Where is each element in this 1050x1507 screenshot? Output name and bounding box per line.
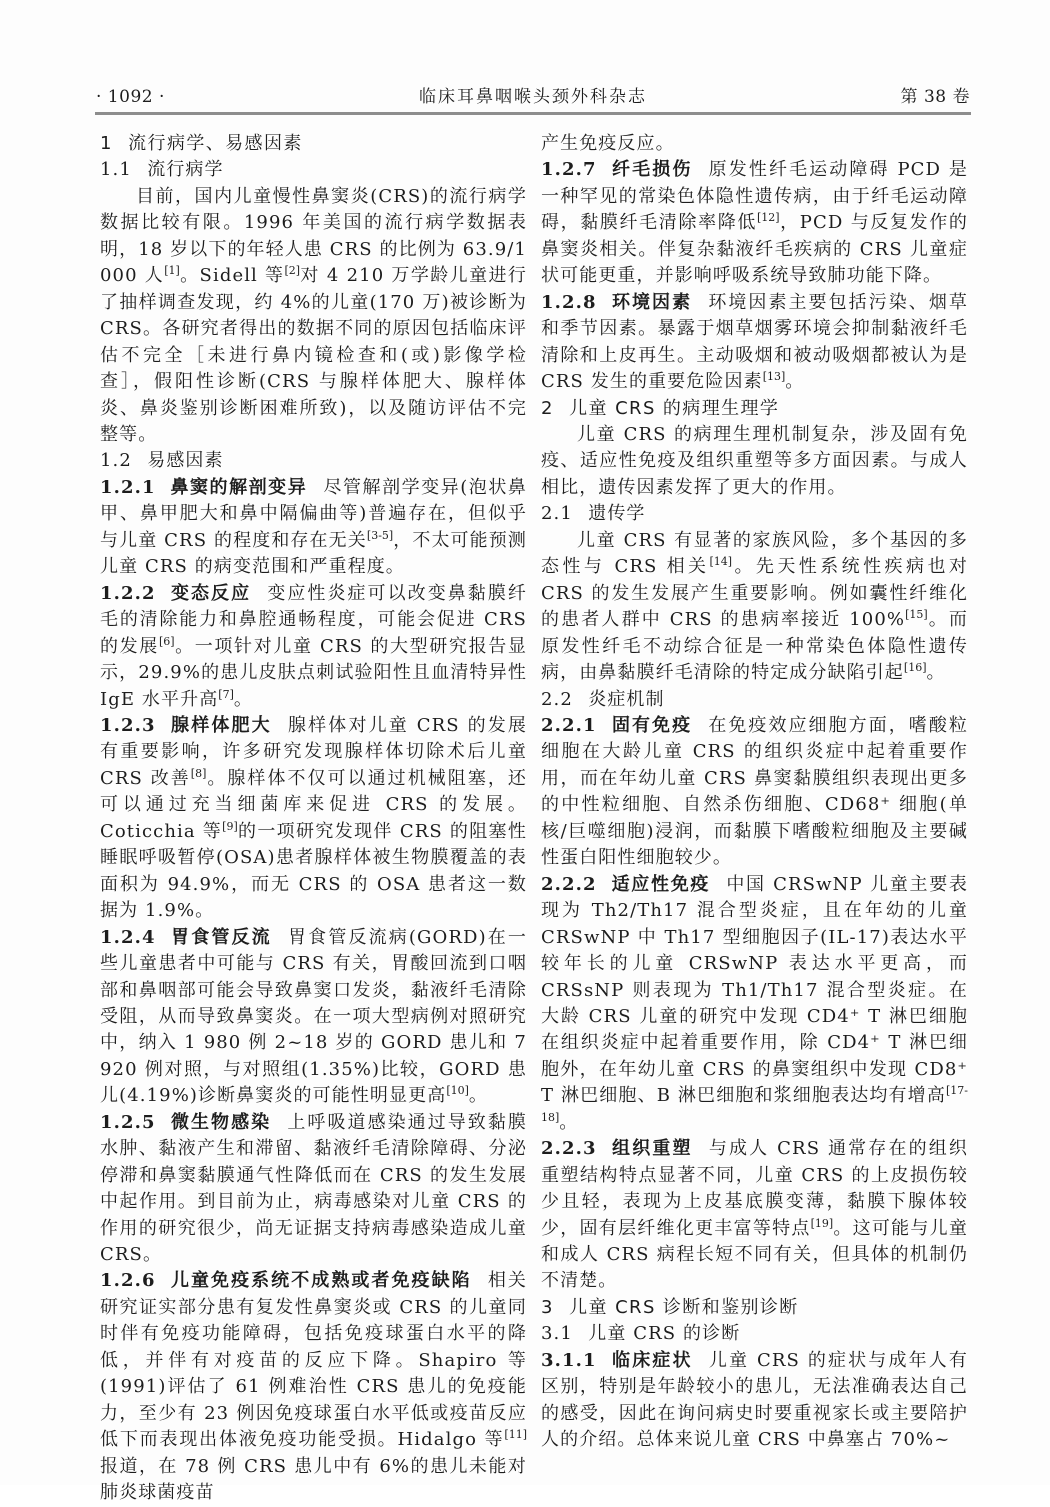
heading-text: 流行病学、易感因素 [128,133,303,154]
continuation-paragraph: 产生免疫反应。 [541,133,675,154]
run-in-title: 组织重塑 [611,1138,693,1160]
numbered-paragraph-1-2-5: 1.2.5 微生物感染 上呼吸道感染通过导致黏膜水肿、黏液产生和滞留、黏液纤毛清除障碍、分泌停滞和鼻窦黏膜通气性降低而在 CRS 的发生发展中起作用。到目前为止，病毒感染对儿童 CRS 的作用的研究很少，尚无证据支持病毒感染造成儿童 CRS。 [100,1111,527,1266]
numbered-paragraph-3-1-1: 3.1.1 临床症状 儿童 CRS 的症状与成年人有区别，特别是年龄较小的患儿，无法准确表达自己的感受，因此在询问病史时要重视家长或主要陪护人的介绍。总体来说儿童 CRS 中鼻塞占 70%~ [541,1349,968,1451]
run-in-title: 鼻窦的解剖变异 [170,476,308,498]
numbered-paragraph-1-2-8: 1.2.8 环境因素 环境因素主要包括污染、烟草和季节因素。暴露于烟草烟雾环境会抑制黏液纤毛清除和上皮再生。主动吸烟和被动吸烟都被认为是 CRS 发生的重要危险因素[13]。 [541,291,968,393]
page-number: · 1092 · [96,87,165,107]
numbered-paragraph-1-2-1: 1.2.1 鼻窦的解剖变异 尽管解剖学变异(泡状鼻甲、鼻甲肥大和鼻中隔偏曲等)普遍存在，但似乎与儿童 CRS 的程度和存在无关[3-5]，不太可能预测儿童 CRS 的病变范围和严重程度。 [100,476,528,578]
journal-title: 临床耳鼻咽喉头颈外科杂志 [419,87,647,107]
run-in-title: 固有免疫 [611,714,693,736]
subsection-heading-3-1: 3.1 儿童 CRS 的诊断 [541,1323,741,1345]
numbered-paragraph-1-2-7: 1.2.7 纤毛损伤 原发性纤毛运动障碍 PCD 是一种罕见的常染色体隐性遗传病，由于纤毛运动障碍，黏膜纤毛清除率降低[12]，PCD 与反复发作的鼻窦炎相关。伴复杂黏液纤毛疾病的 CRS 儿童症状可能更重，并影响呼吸系统导致肺功能下降。 [541,159,968,287]
subsection-heading-1-1: 1.1 流行病学 [100,159,224,181]
run-in-title: 胃食管反流 [170,926,272,948]
page-header [96,82,970,107]
heading-text: 儿童 CRS 的病理生理学 [569,397,780,419]
run-in-title: 微生物感染 [170,1111,272,1133]
section-heading-1: 1 流行病学、易感因素 [100,133,303,154]
numbered-paragraph-1-2-6: 1.2.6 儿童免疫系统不成熟或者免疫缺陷 相关研究证实部分患有复发性鼻窦炎或 CRS 的儿童同时伴有免疫功能障碍，包括免疫球蛋白水平的降低，并伴有对疫苗的反应下降。Shapiro 等(1991)评估了 61 例难治性 CRS 患儿的免疫能力，至少有 23 例因免疫球蛋白水平低或疫苗反应低下而表现出体液免疫功能受损。Hidalgo 等[11]报道，在 78 例 CRS 患儿中有 6%的患儿未能对肺炎球菌疫苗 [100,1270,528,1504]
subsection-heading-1-2: 1.2 易感因素 [100,450,224,472]
volume-label: 第 38 卷 [900,87,970,107]
numbered-paragraph-2-2-2: 2.2.2 适应性免疫 中国 CRSwNP 儿童主要表现为 Th2/Th17 混合型炎症，且在年幼的儿童 CRSwNP 中 Th17 型细胞因子(IL-17)表达水平较年长的儿童 CRSwNP 表达水平更高，而 CRSsNP 则表现为 Th1/Th17 混合型炎症。在大龄 CRS 儿童的研究中发现 CD4⁺ T 淋巴细胞在组织炎症中起着重要作用，除 CD4⁺ T 淋巴细胞外，在年幼儿童 CRS 的鼻窦组织中发现 CD8⁺ T 淋巴细胞、B 淋巴细胞和浆细胞表达均有增高[17-18]。 [541,873,969,1133]
left-column [100,131,528,1504]
heading-text: 儿童 CRS 的诊断 [588,1323,741,1345]
section-heading-3: 3 儿童 CRS 诊断和鉴别诊断 [541,1296,799,1318]
heading-text: 流行病学 [147,159,224,181]
heading-text: 炎症机制 [588,688,665,710]
numbered-paragraph-1-2-2: 1.2.2 变态反应 变应性炎症可以改变鼻黏膜纤毛的清除能力和鼻腔通畅程度，可能会促进 CRS 的发展[6]。一项针对儿童 CRS 的大型研究报告显示，29.9%的患儿皮肤点刺试验阳性且血清特异性 IgE 水平升高[7]。 [100,582,527,710]
section-heading-2: 2 儿童 CRS 的病理生理学 [541,397,780,419]
run-in-title: 纤毛损伤 [611,159,693,181]
numbered-paragraph-2-2-1: 2.2.1 固有免疫 在免疫效应细胞方面，嗜酸粒细胞在大龄儿童 CRS 的组织炎症中起着重要作用，而在年幼儿童 CRS 鼻窦黏膜组织表现出更多的中性粒细胞、自然杀伤细胞、CD68⁺ 细胞(单核/巨噬细胞)浸润，而黏膜下嗜酸粒细胞及主要碱性蛋白阳性细胞较少。 [541,714,968,869]
heading-text: 儿童 CRS 诊断和鉴别诊断 [569,1296,799,1318]
paragraph: 儿童 CRS 有显著的家族风险，多个基因的多态性与 CRS 相关[14]。先天性系统性疾病也对 CRS 的发生发展产生重要影响。例如囊性纤维化的患者人群中 CRS 的患病率接近 100%[15]。而原发性纤毛不动综合征是一种常染色体隐性遗传病，由鼻黏膜纤毛清除的特定成分缺陷引起[16]。 [541,529,969,684]
run-in-title: 腺样体肥大 [170,714,272,736]
run-in-title: 适应性免疫 [611,873,711,895]
run-in-title: 环境因素 [611,291,693,313]
numbered-paragraph-2-2-3: 2.2.3 组织重塑 与成人 CRS 通常存在的组织重塑结构特点显著不同，儿童 CRS 的上皮损伤较少且轻，表现为上皮基底膜变薄，黏膜下腺体较少，固有层纤维化更丰富等特点[19]。这可能与儿童和成人 CRS 病程长短不同有关，但具体的机制仍不清楚。 [541,1138,969,1292]
run-in-title: 儿童免疫系统不成熟或者免疫缺陷 [170,1270,472,1292]
subsection-heading-2-1: 2.1 遗传学 [541,503,646,525]
run-in-title: 变态反应 [170,582,252,604]
heading-text: 遗传学 [588,503,646,525]
numbered-paragraph-1-2-4: 1.2.4 胃食管反流 胃食管反流病(GORD)在一些儿童患者中可能与 CRS 有关，胃酸回流到口咽部和鼻咽部可能会导致鼻窦口发炎，黏液纤毛清除受阻，从而导致鼻窦炎。在一项大型病例对照研究中，纳入 1 980 例 2~18 岁的 GORD 患儿和 7 920 例对照，与对照组(1.35%)比较，GORD 患儿(4.19%)诊断鼻窦炎的可能性明显更高[10]。 [100,926,527,1107]
paragraph: 儿童 CRS 的病理生理机制复杂，涉及固有免疫、适应性免疫及组织重塑等多方面因素。与成人相比，遗传因素发挥了更大的作用。 [541,423,968,498]
numbered-paragraph-1-2-3: 1.2.3 腺样体肥大 腺样体对儿童 CRS 的发展有重要影响，许多研究发现腺样体切除术后儿童 CRS 改善[8]。腺样体不仅可以通过机械阻塞，还可以通过充当细菌库来促进 CRS 的发展。Coticchia 等[9]的一项研究发现伴 CRS 的阻塞性睡眠呼吸暂停(OSA)患者腺样体被生物膜覆盖的表面积为 94.9%，而无 CRS 的 OSA 患者这一数据为 1.9%。 [100,714,528,922]
heading-text: 易感因素 [147,450,224,472]
right-column [541,131,969,1451]
header-rule [95,112,971,115]
run-in-title: 临床症状 [611,1349,693,1371]
paragraph: 目前，国内儿童慢性鼻窦炎(CRS)的流行病学数据比较有限。1996 年美国的流行病学数据表明，18 岁以下的年轻人患 CRS 的比例为 63.9/1 000 人[1]。Sidell 等[2]对 4 210 万学龄儿童进行了抽样调查发现，约 4%的儿童(170 万)被诊断为 CRS。各研究者得出的数据不同的原因包括临床评估不完全［未进行鼻内镜检查和(或)影像学检查］，假阳性诊断(CRS 与腺样体肥大、腺样体炎、鼻炎鉴别诊断困难所致)，以及随访评估不完整等。 [100,185,527,445]
subsection-heading-2-2: 2.2 炎症机制 [541,688,665,710]
